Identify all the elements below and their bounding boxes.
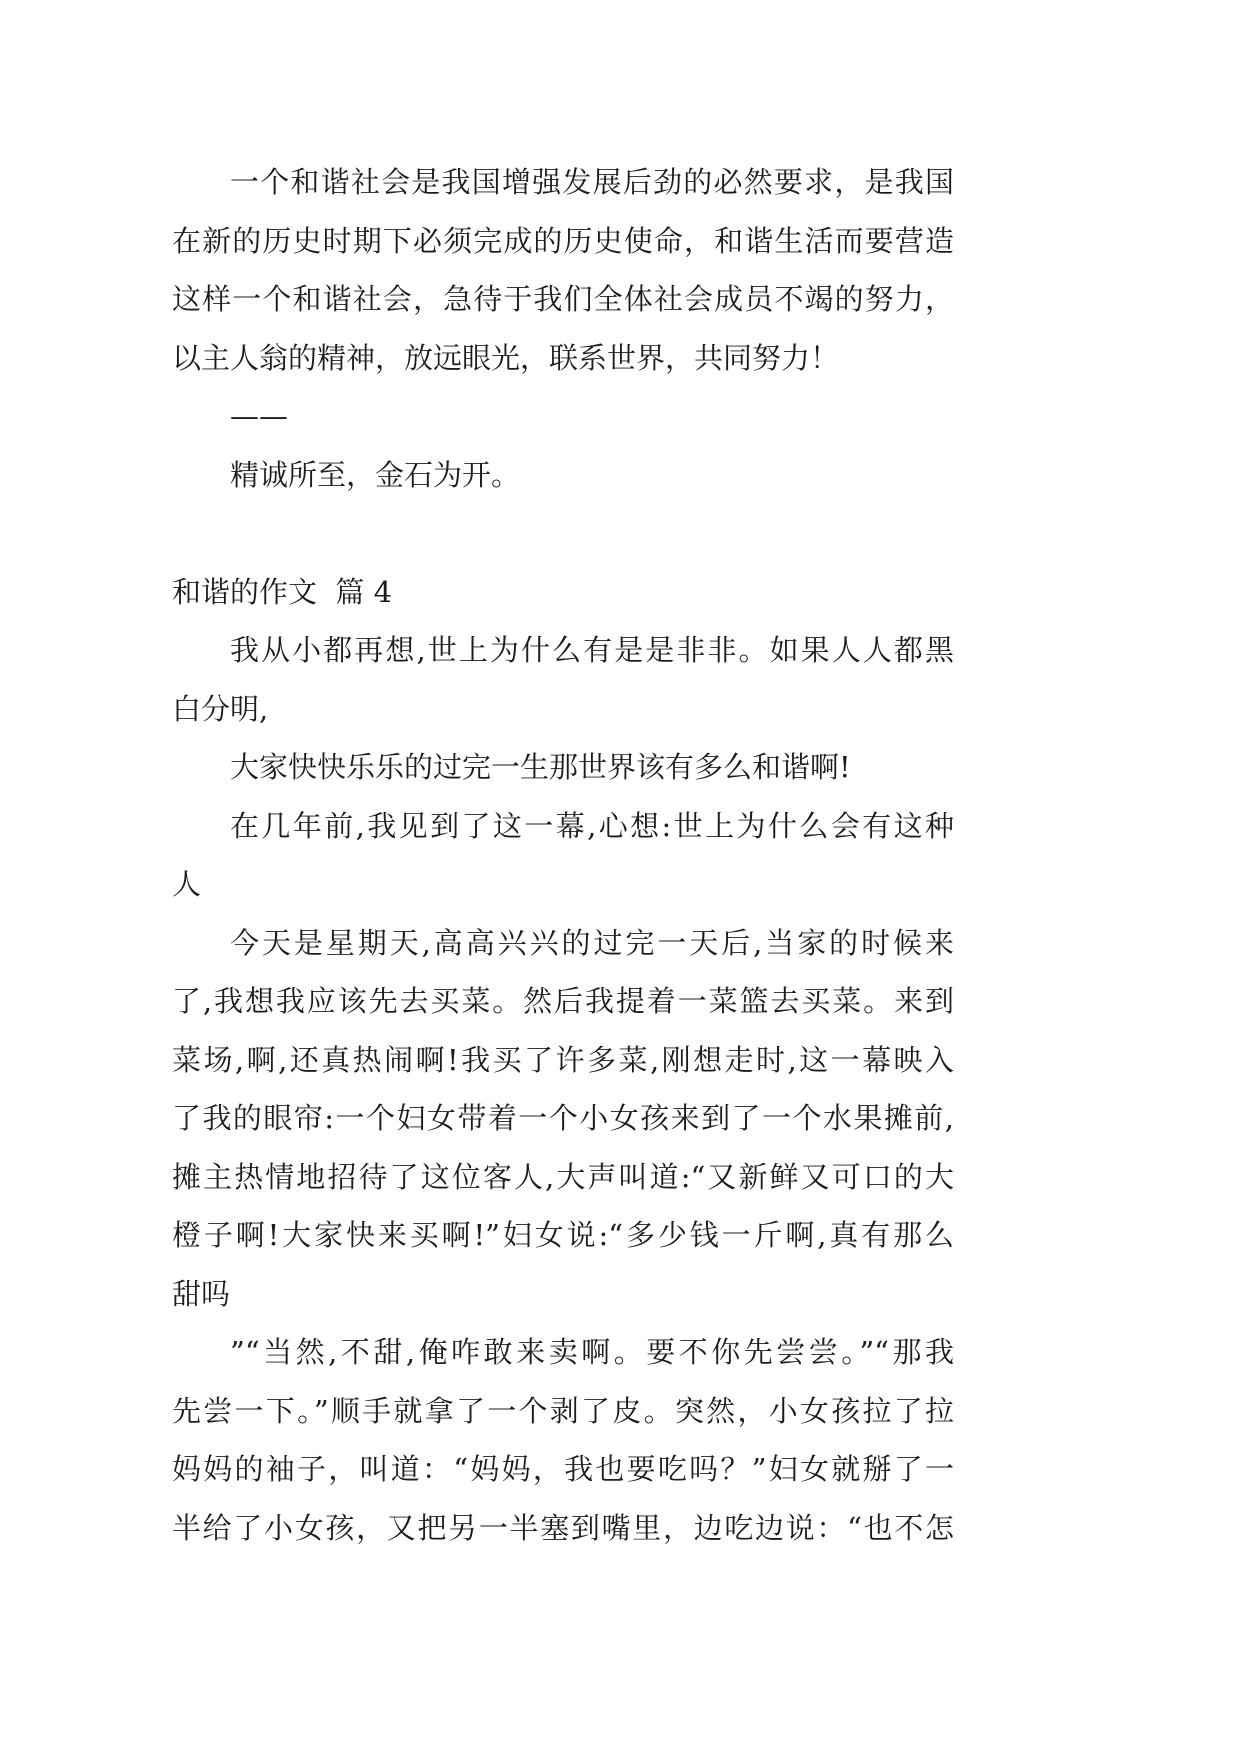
text-line: 精诚所至，金石为开。: [230, 457, 521, 492]
text-line: 甜吗: [172, 1276, 231, 1311]
text-line: 以主人翁的精神，放远眼光，联系世界，共同努力！: [172, 340, 840, 375]
paragraph: [172, 914, 954, 1324]
text-line: 我从小都再想,世上为什么有是是非非。如果人人都黑: [230, 633, 954, 667]
section-heading: 和谐的作文 篇 4: [172, 574, 393, 609]
text-line: 白分明,: [172, 691, 269, 726]
text-line: ”“当然,不甜,俺咋敢来卖啊。要不你先尝尝。”“那我: [230, 1335, 954, 1369]
text-line: 摊主热情地招待了这位客人,大声叫道:“又新鲜又可口的大: [172, 1159, 954, 1194]
text-line: 今天是星期天,高高兴兴的过完一天后,当家的时候来: [230, 925, 954, 960]
text-line: 菜场,啊,还真热闹啊!我买了许多菜,刚想走时,这一幕映入: [172, 1042, 954, 1077]
text-line: 橙子啊!大家快来买啊!”妇女说:“多少钱一斤啊,真有那么: [172, 1218, 954, 1252]
dash-line: ——: [230, 399, 288, 433]
blank-line: [172, 504, 954, 563]
text-line: 半给了小女孩，又把另一半塞到嘴里，边吃边说：“也不怎: [172, 1510, 954, 1545]
paragraph: [172, 738, 954, 797]
paragraph: [172, 446, 954, 505]
text-line: 在新的历史时期下必须完成的历史使命，和谐生活而要营造: [172, 223, 954, 258]
paragraph: [172, 621, 954, 738]
paragraph: [172, 797, 954, 914]
text-line: 了,我想我应该先去买菜。然后我提着一菜篮去买菜。来到: [172, 984, 954, 1018]
text-line: 一个和谐社会是我国增强发展后劲的必然要求，是我国: [230, 165, 954, 199]
text-line: 这样一个和谐社会，急待于我们全体社会成员不竭的努力，: [172, 282, 954, 316]
paragraph: [172, 1323, 954, 1557]
text-line: 先尝一下。”顺手就拿了一个剥了皮。突然，小女孩拉了拉: [172, 1393, 954, 1428]
text-line: 妈妈的袖子，叫道：“妈妈，我也要吃吗？”妇女就掰了一: [172, 1452, 954, 1486]
paragraph: [172, 387, 954, 446]
text-line: 人: [172, 867, 202, 901]
paragraph: [172, 153, 954, 387]
text-line: 大家快快乐乐的过完一生那世界该有多么和谐啊!: [230, 750, 851, 784]
document-body: [172, 153, 954, 1557]
text-line: 在几年前,我见到了这一幕,心想:世上为什么会有这种: [230, 808, 954, 843]
text-line: 了我的眼帘:一个妇女带着一个小女孩来到了一个水果摊前,: [172, 1101, 954, 1135]
